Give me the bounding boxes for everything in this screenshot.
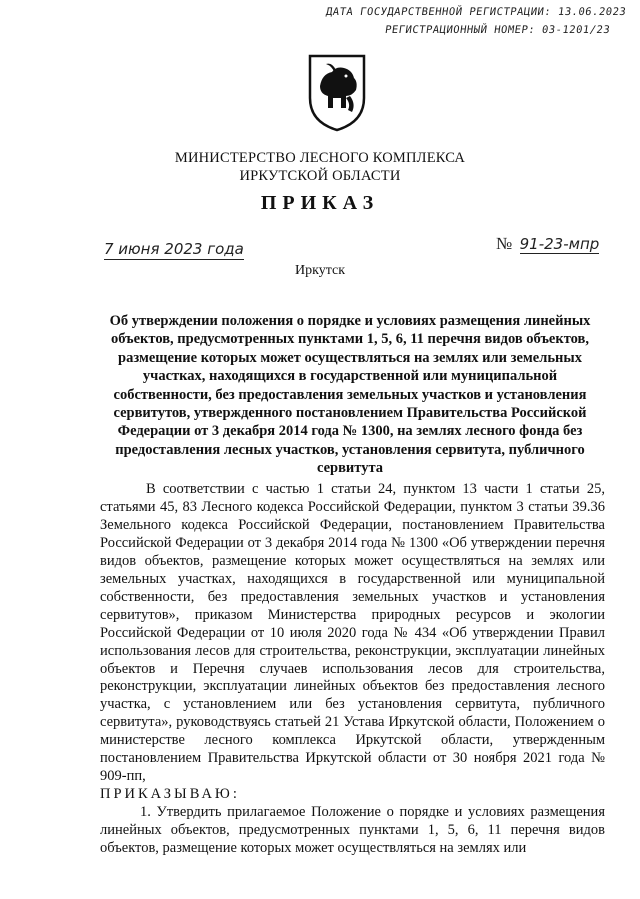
coat-of-arms-emblem [306,52,368,132]
order-word: ПРИКАЗЫВАЮ: [100,786,240,803]
city-name: Иркутск [294,263,346,278]
document-type-heading: ПРИКАЗ [260,192,380,214]
order-number-value: 91-23-мпр [519,235,600,253]
order-date: 7 июня 2023 года [104,240,244,258]
order-body [100,481,605,858]
registration-date-stamp: ДАТА ГОСУДАРСТВЕННОЙ РЕГИСТРАЦИИ: 13.06.2023 [325,6,627,18]
number-sign: № [496,234,513,253]
preamble-paragraph: В соответствии с частью 1 статьи 24, пунктом 13 части 1 статьи 25, статьями 45, 83 Лесного кодекса Российской Федерации, пунктом 3 статьи 39.36 Земельного кодекса Российской Федерации, постановлением Правительства Российской Федерации от 3 декабря 2014 года № 1300 «Об утверждении перечня видов объектов, размещение которых может осуществляться на землях или земельных участках, находящихся в государственной или муниципальной собственности, без предоставления земельных участков и установления сервитутов», приказом Министерства природных ресурсов и экологии Российской Федерации от 10 июля 2020 года № 434 «Об утверждении Правил использования лесов для строительства, реконструкции, эксплуатации линейных объектов и Перечня случаев использования лесов для строительства, реконструкции, эксплуатации линейных объектов без предоставления лесного участка, с установлением или без установления сервитута, публичного сервитута», руководствуясь статьей 21 Устава Иркутской области, Положением о министерстве лесного комплекса Иркутской области, утвержденным постановлением Правительства Иркутской области от 30 ноября 2021 года № 909-пп, [100,481,605,785]
order-title: Об утверждении положения о порядке и условиях размещения линейных объектов, предусмотренных пунктами 1, 5, 6, 11 перечня видов объектов, размещение которых может осуществляться на землях или земельных участках, находящихся в государственной или муниципальной собственности, без предоставления земельных участков и установления сервитутов, утвержденного постановлением Правительства Российской Федерации от 3 декабря 2014 года № 1300, на землях лесного фонда без предоставления лесных участков, установления сервитута, публичного сервитута [109,313,591,477]
ministry-name: МИНИСТЕРСТВО ЛЕСНОГО КОМПЛЕКСА [174,150,466,166]
order-number [496,234,599,254]
registration-number-stamp: РЕГИСТРАЦИОННЫЙ НОМЕР: 03-1201/23 [384,24,611,36]
order-item-1: 1. Утвердить прилагаемое Положение о порядке и условиях размещения линейных объектов, предусмотренных пунктами 1, 5, 6, 11 перечня видов объектов, размещение которых может осуществляться на землях или [100,804,605,857]
ministry-region: ИРКУТСКОЙ ОБЛАСТИ [239,168,401,184]
